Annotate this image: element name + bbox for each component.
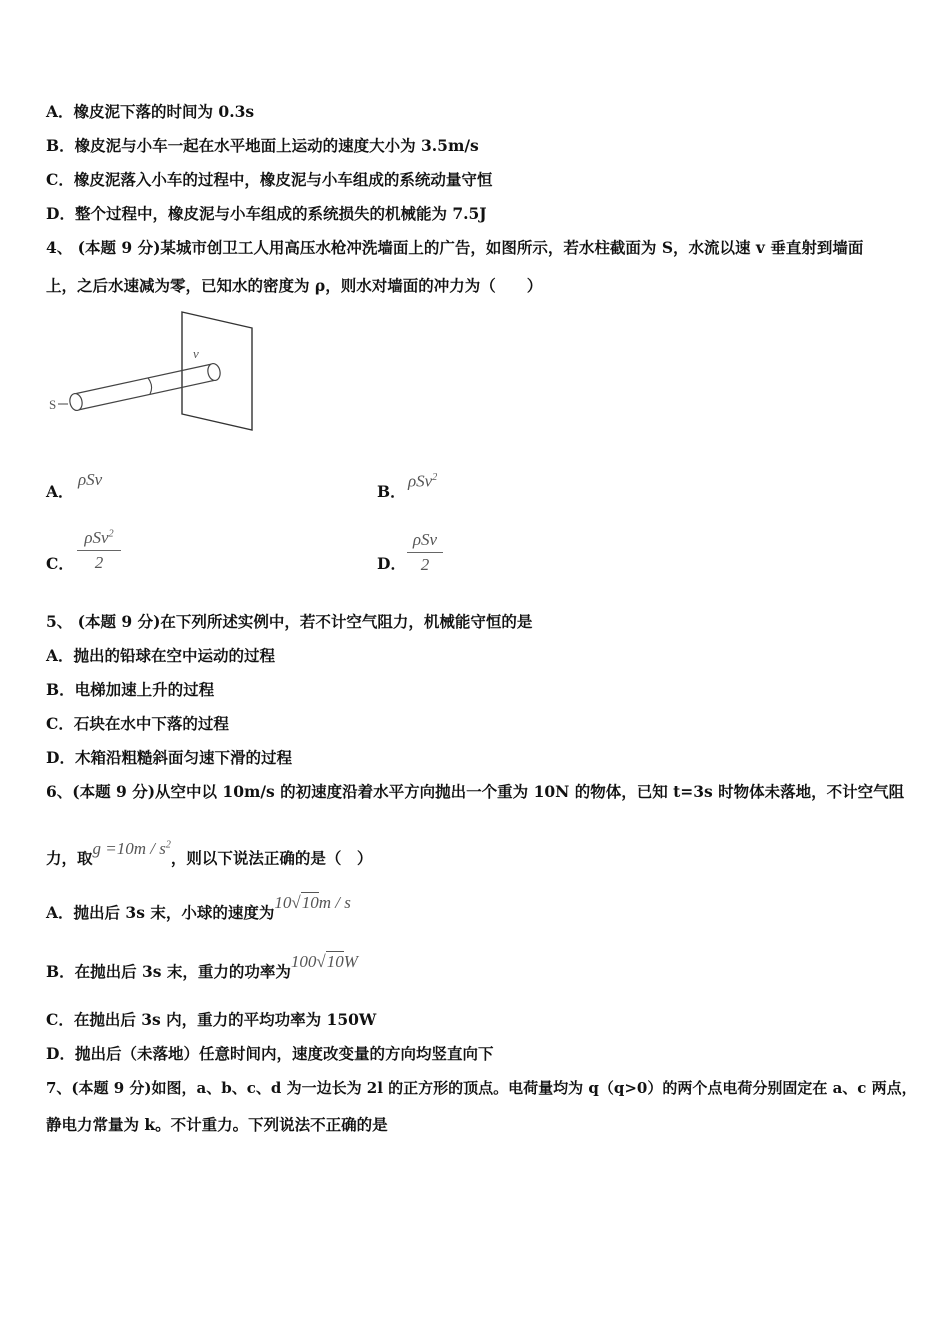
q5-option-b: B．电梯加速上升的过程	[46, 680, 215, 699]
q3-option-b: B．橡皮泥与小车一起在水平地面上运动的速度大小为 3.5m/s	[46, 136, 479, 155]
q4-option-d-label: D．	[377, 554, 406, 573]
q4-option-c-num-exp: 2	[108, 528, 114, 540]
fraction-bar	[77, 550, 121, 551]
q6-option-d: D．抛出后（未落地）任意时间内，速度改变量的方向均竖直向下	[46, 1044, 494, 1063]
q4-option-c-label: C．	[46, 554, 74, 573]
q6-line2-pre: 力，取	[46, 848, 93, 868]
q4-option-b-exp: 2	[432, 472, 438, 483]
q4-stem-line2: 上，之后水速减为零，已知水的密度为 ρ，则水对墙面的冲力为（ ）	[46, 276, 543, 295]
q5-option-a: A．抛出的铅球在空中运动的过程	[46, 646, 276, 665]
q6-stem-line2	[46, 838, 373, 869]
fraction-bar	[407, 552, 443, 553]
q6-option-a-text: A．抛出后 3s 末，小球的速度为	[46, 903, 275, 922]
q3-option-d: D．整个过程中，橡皮泥与小车组成的系统损失的机械能为 7.5J	[46, 204, 487, 223]
q4-option-b-label: B．	[377, 482, 406, 501]
q6-option-a-unit: m / s	[318, 893, 351, 912]
q4-option-d-numerator: ρSv	[412, 530, 438, 549]
q5-stem: 5、 (本题 9 分)在下列所述实例中，若不计空气阻力，机械能守恒的是	[46, 612, 533, 631]
q4-stem-line1: 4、 (本题 9 分)某城市创卫工人用高压水枪冲洗墙面上的广告，如图所示，若水柱截面为 S，水流以速 v 垂直射到墙面	[46, 238, 864, 257]
q6-option-b-coef: 100	[290, 952, 317, 971]
tube-section-mark	[148, 378, 152, 394]
q6-option-b-radicand: 10	[326, 952, 344, 971]
q3-option-a: A．橡皮泥下落的时间为 0.3s	[46, 102, 255, 121]
q6-gravity-base: g =10m / s	[92, 838, 166, 858]
q7-stem-line1: 7、(本题 9 分)如图，a、b、c、d 为一边长为 2l 的正方形的顶点。电荷量均为 q（q>0）的两个点电荷分别固定在 a、c 两点，	[46, 1079, 917, 1097]
water-jet-wall-figure	[44, 308, 264, 436]
q6-option-b-text: B．在抛出后 3s 末，重力的功率为	[46, 962, 291, 981]
q6-option-b	[46, 952, 358, 982]
q6-option-a-radicand: 10	[301, 893, 319, 912]
q6-option-a-coef: 10	[274, 893, 292, 912]
q4-option-d-denominator: 2	[420, 555, 430, 574]
q4-option-b-math	[408, 468, 437, 492]
q4-option-c-fraction	[77, 528, 121, 573]
q4-option-d-fraction	[407, 530, 443, 575]
q5-option-c: C．石块在水中下落的过程	[46, 714, 229, 733]
q4-option-c-num-base: ρSv	[84, 528, 109, 547]
q6-option-c: C．在抛出后 3s 内，重力的平均功率为 150W	[46, 1010, 377, 1029]
q4-option-a-math: ρSv	[78, 470, 103, 489]
label-s: S	[49, 397, 57, 412]
q6-option-b-math: 100√10W	[290, 952, 358, 971]
q6-option-b-unit: W	[343, 952, 358, 971]
q6-option-a	[46, 893, 351, 923]
label-v: v	[193, 346, 199, 361]
q5-option-d: D．木箱沿粗糙斜面匀速下滑的过程	[46, 748, 292, 767]
q7-stem-line2: 静电力常量为 k。不计重力。下列说法不正确的是	[46, 1115, 388, 1134]
q6-gravity-exp: 2	[165, 839, 171, 850]
q6-line2-post: ，则以下说法正确的是（ ）	[170, 848, 373, 868]
q6-gravity-math	[93, 839, 171, 858]
q4-option-b-base: ρSv	[408, 471, 433, 491]
q3-option-c: C．橡皮泥落入小车的过程中，橡皮泥与小车组成的系统动量守恒	[46, 170, 493, 189]
q4-option-a-label: A．	[46, 482, 74, 501]
q6-option-a-math: 10√10m / s	[274, 893, 351, 912]
q4-option-c-denominator: 2	[94, 553, 104, 572]
q4-option-c-numerator	[77, 528, 121, 548]
q6-stem-line1: 6、(本题 9 分)从空中以 10m/s 的初速度沿着水平方向抛出一个重为 10N 的物体，已知 t=3s 时物体未落地，不计空气阻	[46, 782, 905, 801]
